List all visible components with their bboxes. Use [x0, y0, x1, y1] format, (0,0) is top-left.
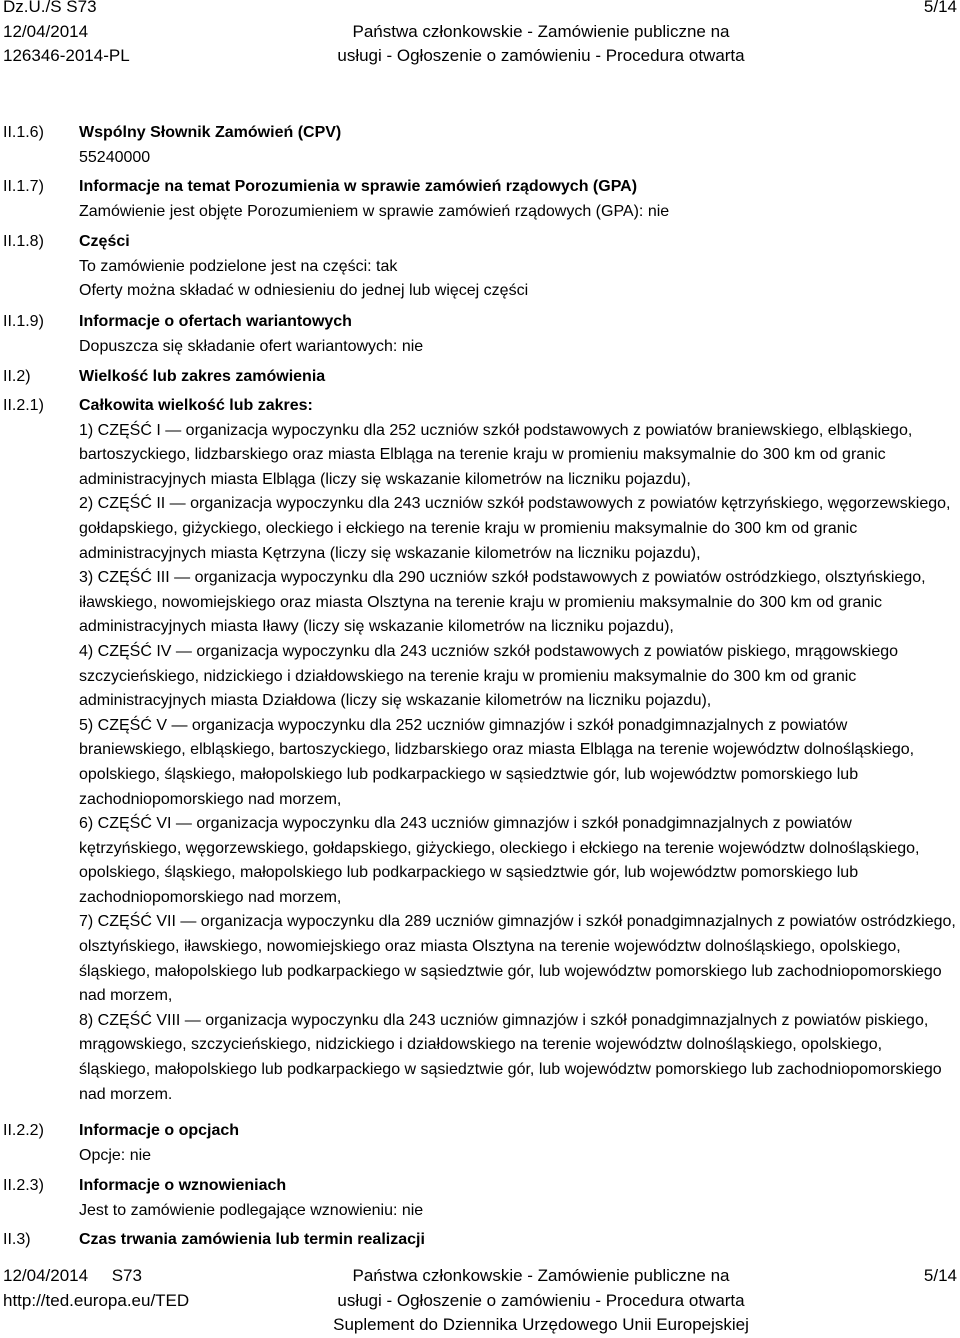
footer-date-issue: 12/04/2014 S73 [3, 1266, 142, 1285]
section-text: Dopuszcza się składanie ofert wariantowych: nie [79, 337, 424, 355]
footer-supplement: Suplement do Dziennika Urzędowego Unii Europejskiej [333, 1315, 749, 1334]
section-number: II.1.7) [3, 178, 44, 195]
lot-description-5: 5) CZĘŚĆ V — organizacja wypoczynku dla 252 uczniów gimnazjów i szkół ponadgimnazjalnych z powiatów braniewskiego, elbląskiego, bartoszyckiego, lidzbarskiego oraz miasta Elbląga na terenie województw dolnośląskiego, opolskiego, śląskiego, małopolskiego lub podkarpackiego w sąsiedztwie gór, lub województw pomorskiego lub zachodniopomorskiego nad morzem, [79, 716, 915, 808]
section-text: 55240000 [79, 148, 151, 166]
footer-title-line1: Państwa członkowskie - Zamówienie publiczne na [352, 1266, 730, 1285]
header-title-line1: Państwa członkowskie - Zamówienie publiczne na [352, 21, 730, 41]
footer-right [924, 1264, 957, 1289]
section-lots [79, 230, 955, 304]
section-title: Informacje na temat Porozumienia w sprawie zamówień rządowych (GPA) [79, 178, 638, 195]
section-gpa [79, 175, 955, 224]
section-text: Jest to zamówienie podlegające wznowieniu: nie [79, 1201, 424, 1219]
section-title: Całkowita wielkość lub zakres: [79, 397, 313, 414]
lot-description-7: 7) CZĘŚĆ VII — organizacja wypoczynku dla 289 uczniów gimnazjów i szkół ponadgimnazjalnych z powiatów ostródzkiego, olsztyńskiego, iławskiego, nowomiejskiego oraz miasta Olsztyna na terenie województw dolnośląskiego, opolskiego, śląskiego, małopolskiego lub podkarpackiego w sąsiedztwie gór, lub województw pomorskiego lub zachodniopomorskiego nad morzem, [79, 913, 956, 1005]
section-title: Wielkość lub zakres zamówienia [79, 368, 326, 385]
section-quantity-scope [79, 365, 955, 390]
section-title: Części [79, 233, 130, 250]
page-footer [3, 1264, 957, 1338]
header-right [924, 0, 957, 20]
lot-description-8: 8) CZĘŚĆ VIII — organizacja wypoczynku dla 243 uczniów gimnazjów i szkół ponadgimnazjalnych z powiatów piskiego, mrągowskiego, szczycieńskiego, nidzickiego i działdowskiego na terenie województw dolnośląskiego, opolskiego, śląskiego, małopolskiego lub podkarpackiego w sąsiedztwie gór, lub województw pomorskiego lub zachodniopomorskiego nad morzem. [79, 1011, 942, 1103]
footer-url: http://ted.europa.eu/TED [3, 1290, 190, 1310]
lot-description-4: 4) CZĘŚĆ IV — organizacja wypoczynku dla 243 uczniów szkół podstawowych z powiatów piskiego, mrągowskiego szczycieńskiego, nidzickiego i działdowskiego na terenie kraju w promieniu maksymalnie do 300 km od granic administracyjnych miasta Działdowa (liczy się wskazanie kilometrów na liczniku pojazdu), [79, 642, 899, 710]
section-options [79, 1119, 955, 1168]
section-title: Informacje o wznowieniach [79, 1177, 287, 1194]
section-text: Zamówienie jest objęte Porozumieniem w sprawie zamówień rządowych (GPA): nie [79, 202, 670, 220]
section-number: II.2) [3, 368, 31, 385]
lot-description-1: 1) CZĘŚĆ I — organizacja wypoczynku dla 252 uczniów szkół podstawowych z powiatów braniewskiego, elbląskiego, bartoszyckiego, lidzbarskiego oraz miasta Elbląga na terenie kraju w promieniu maksymalnie do 300 km od granic administracyjnych miasta Elbląga (liczy się wskazanie kilometrów na liczniku pojazdu), [79, 421, 913, 488]
lot-description-3: 3) CZĘŚĆ III — organizacja wypoczynku dla 290 uczniów szkół podstawowych z powiatów ostródzkiego, olsztyńskiego, iławskiego, nowomiejskiego oraz miasta Olsztyna na terenie kraju w promieniu maksymalnie do 300 km od granic administracyjnych miasta Iławy (liczy się wskazanie kilometrów na liczniku pojazdu), [79, 569, 926, 636]
section-renewals [79, 1174, 955, 1223]
section-title: Czas trwania zamówienia lub termin realizacji [79, 1231, 425, 1248]
section-number: II.2.3) [3, 1177, 44, 1194]
section-text: Oferty można składać w odniesieniu do jednej lub więcej części [79, 282, 529, 300]
section-number: II.1.9) [3, 313, 44, 330]
section-duration [79, 1228, 955, 1253]
header-center [331, 20, 751, 69]
section-number: II.2.2) [3, 1122, 44, 1139]
section-total-quantity [79, 394, 957, 1107]
header-left [3, 0, 130, 69]
footer-center [331, 1264, 751, 1338]
header-journal-ref: Dz.U./S S73 [3, 0, 97, 16]
page-header [3, 0, 957, 69]
section-title: Informacje o opcjach [79, 1122, 240, 1139]
section-text: Opcje: nie [79, 1146, 152, 1164]
section-variants [79, 310, 955, 359]
footer-title-line2: usługi - Ogłoszenie o zamówieniu - Procedura otwarta [337, 1290, 745, 1310]
section-number: II.1.8) [3, 233, 44, 250]
header-notice-id: 126346-2014-PL [3, 46, 130, 65]
section-number: II.3) [3, 1231, 31, 1248]
section-cpv [79, 121, 955, 170]
section-title: Informacje o ofertach wariantowych [79, 313, 352, 330]
footer-left [3, 1264, 189, 1313]
header-page-number: 5/14 [923, 0, 957, 16]
header-date: 12/04/2014 [3, 21, 89, 41]
section-title: Wspólny Słownik Zamówień (CPV) [79, 124, 342, 141]
section-number: II.1.6) [3, 124, 44, 141]
lot-description-6: 6) CZĘŚĆ VI — organizacja wypoczynku dla 243 uczniów gimnazjów i szkół ponadgimnazjalnych z powiatów kętrzyńskiego, węgorzewskiego, gołdapskiego, giżyckiego, oleckiego i ełckiego na terenie województw dolnośląskiego, opolskiego, śląskiego, małopolskiego lub podkarpackiego w sąsiedztwie gór, lub województw pomorskiego lub zachodniopomorskiego nad morzem, [79, 815, 920, 906]
footer-page-number: 5/14 [923, 1266, 957, 1285]
section-number: II.2.1) [3, 397, 44, 414]
section-text: To zamówienie podzielone jest na części: tak [79, 257, 398, 275]
lot-description-2: 2) CZĘŚĆ II — organizacja wypoczynku dla 243 uczniów szkół podstawowych z powiatów kętrzyńskiego, węgorzewskiego, gołdapskiego, giżyckiego, oleckiego i ełckiego na terenie kraju w promieniu maksymalnie do 300 km od granic administracyjnych miasta Kętrzyna (liczy się wskazanie kilometrów na liczniku pojazdu), [79, 495, 951, 562]
header-title-line2: usługi - Ogłoszenie o zamówieniu - Procedura otwarta [337, 46, 745, 65]
